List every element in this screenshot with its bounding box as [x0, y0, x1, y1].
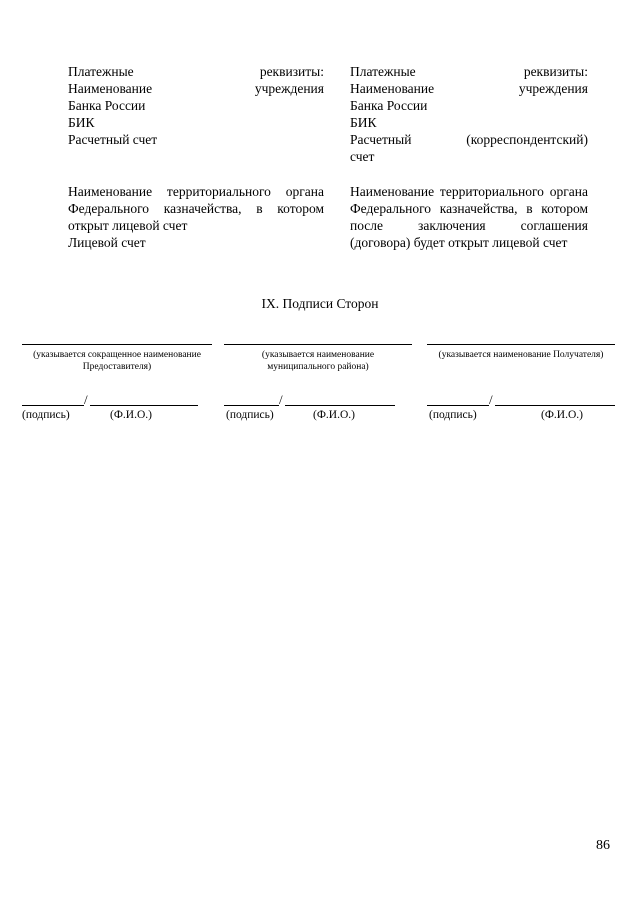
recipient-slash: /: [489, 392, 493, 407]
institution-name-line: [68, 80, 324, 97]
text-institution: учреждения: [518, 81, 588, 96]
district-name-line: [224, 344, 412, 345]
provider-name-line: [22, 344, 212, 345]
settlement-account-line: Расчетный счет: [68, 132, 158, 147]
district-caption: (указывается наименование муниципального района): [261, 350, 375, 372]
text-details: реквизиты:: [523, 64, 588, 79]
bik-line: БИК: [68, 115, 95, 130]
text-institution: учреждения: [254, 81, 324, 96]
right-treasury-details: [350, 183, 588, 251]
bank-of-russia-line: Банка России: [350, 98, 428, 113]
provider-fio-line: [90, 405, 198, 406]
text-details: реквизиты:: [259, 64, 324, 79]
provider-slash: /: [84, 392, 88, 407]
treasury-body-text: Наименование территориального органа Федерального казначейства, в котором после заключения соглашения (договора) будет открыт лицевой счет: [350, 184, 588, 250]
provider-caption: (указывается сокращенное наименование Предоставителя): [33, 350, 201, 372]
district-fio-label: (Ф.И.О.): [313, 409, 355, 421]
recipient-caption: (указывается наименование Получателя): [438, 350, 604, 360]
recipient-signature-line: [427, 405, 489, 406]
bik-line: БИК: [350, 115, 377, 130]
recipient-fio-line: [495, 405, 615, 406]
provider-fio-label: (Ф.И.О.): [110, 409, 152, 421]
page-number: 86: [596, 838, 610, 853]
text-correspondent: (корреспондентский): [466, 132, 588, 147]
provider-signature-label: (подпись): [22, 409, 70, 421]
payment-details-header: [350, 63, 588, 80]
account-word-line: счет: [350, 149, 375, 164]
section-title: IX. Подписи Сторон: [261, 296, 379, 311]
recipient-fio-label: (Ф.И.О.): [541, 409, 583, 421]
left-bank-details: [68, 63, 324, 148]
personal-account-line: Лицевой счет: [68, 235, 146, 250]
district-signature-label: (подпись): [226, 409, 274, 421]
text-name: Наименование: [350, 81, 435, 96]
district-fio-line: [285, 405, 395, 406]
text-name: Наименование: [68, 81, 153, 96]
left-treasury-details: [68, 183, 324, 251]
district-slash: /: [279, 392, 283, 407]
payment-details-header: [68, 63, 324, 80]
treasury-body-text: Наименование территориального органа Федерального казначейства, в котором открыт лицевой счет: [68, 184, 324, 233]
institution-name-line: [350, 80, 588, 97]
text-settlement: Расчетный: [350, 132, 412, 147]
recipient-signature-label: (подпись): [429, 409, 477, 421]
right-bank-details: [350, 63, 588, 165]
text-payment: Платежные: [350, 64, 416, 79]
bank-of-russia-line: Банка России: [68, 98, 146, 113]
provider-signature-line: [22, 405, 84, 406]
correspondent-account-line: [350, 131, 588, 148]
district-signature-line: [224, 405, 279, 406]
recipient-name-line: [427, 344, 615, 345]
text-payment: Платежные: [68, 64, 134, 79]
